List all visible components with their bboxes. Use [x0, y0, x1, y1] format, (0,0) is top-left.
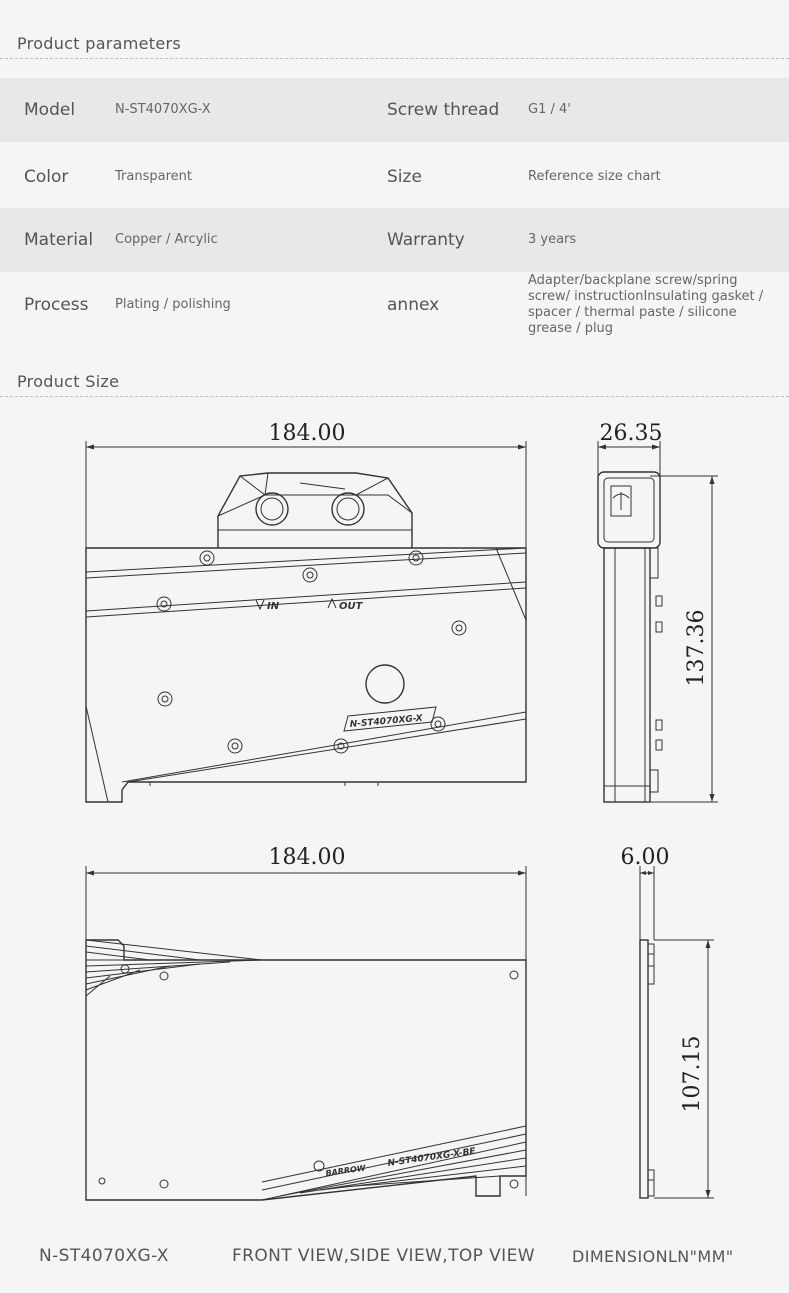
size-title: Product Size: [17, 372, 120, 391]
param-label: Size: [387, 167, 422, 187]
param-row-model: [0, 78, 789, 142]
param-value: Plating / polishing: [115, 297, 231, 312]
param-label: Screw thread: [387, 100, 500, 120]
param-label: Color: [24, 167, 69, 187]
param-row-process: [0, 272, 789, 338]
param-label: Process: [24, 295, 89, 315]
param-value: N-ST4070XG-X: [115, 102, 211, 117]
back-model-plate-text: N-ST4070XG-X-BE: [387, 1146, 477, 1169]
dim-back-thickness: 6.00: [620, 845, 670, 870]
footer-units: DIMENSIONLN"MM": [572, 1247, 734, 1266]
dim-side-height: 137.36: [684, 609, 709, 687]
title-divider: [0, 58, 789, 59]
dim-front-width: 184.00: [268, 421, 346, 446]
dim-back-height: 107.15: [680, 1035, 705, 1113]
parameters-title: Product parameters: [17, 34, 182, 53]
param-row-material: [0, 208, 789, 272]
param-label: annex: [387, 295, 440, 315]
param-label: Model: [24, 100, 76, 120]
brand-logo-text: BARROW: [325, 1163, 367, 1178]
dim-side-thickness: 26.35: [599, 421, 663, 446]
dim-back-width: 184.00: [268, 845, 346, 870]
out-label: OUT: [339, 601, 363, 612]
param-value: Reference size chart: [528, 169, 661, 184]
param-row-color: [0, 145, 789, 209]
size-divider: [0, 396, 789, 397]
param-value: 3 years: [528, 232, 577, 247]
param-value: Adapter/backplane screw/spring screw/ instructionInsulating gasket / spacer / thermal paste / silicone grease / plug: [528, 273, 764, 336]
param-value: G1 / 4': [528, 102, 571, 117]
in-label: IN: [267, 601, 280, 612]
technical-drawing: [0, 400, 789, 1230]
param-label: Warranty: [387, 230, 465, 250]
param-label: Material: [24, 230, 94, 250]
param-value: Copper / Arcylic: [115, 232, 218, 247]
param-value: Transparent: [115, 169, 192, 184]
model-plate-text: N-ST4070XG-X: [349, 713, 424, 730]
footer-model: N-ST4070XG-X: [39, 1246, 169, 1266]
footer-views: FRONT VIEW,SIDE VIEW,TOP VIEW: [232, 1246, 535, 1266]
